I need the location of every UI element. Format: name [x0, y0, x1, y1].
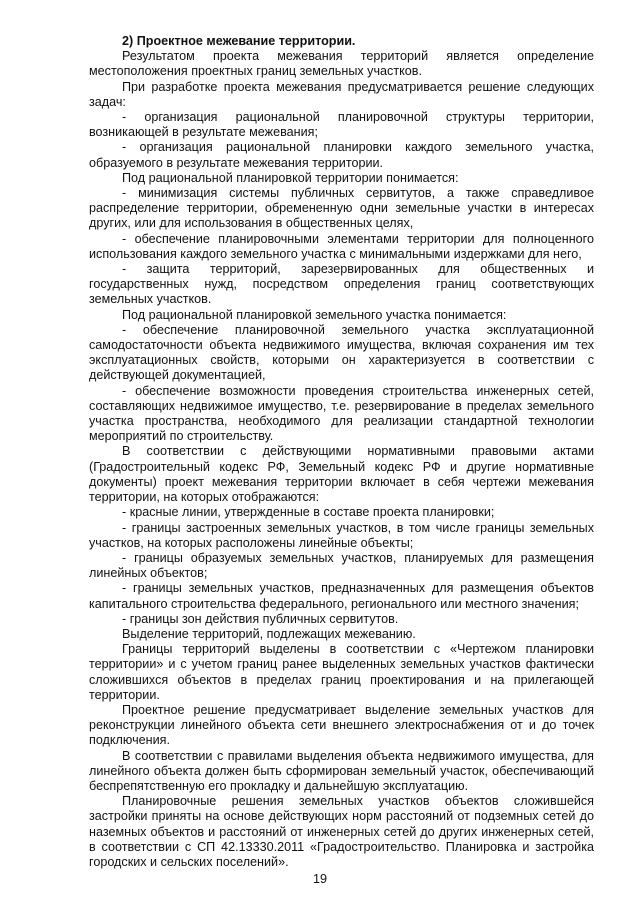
- list-item: - границы земельных участков, предназначенных для размещения объектов капитального строительства федерального, регионального или местного значения;: [89, 581, 594, 611]
- paragraph: Под рациональной планировкой территории понимается:: [122, 170, 459, 185]
- list-item: - границы зон действия публичных сервитутов.: [122, 611, 399, 626]
- paragraph: Выделение территорий, подлежащих межеванию.: [122, 626, 416, 641]
- list-item: - обеспечение возможности проведения строительства инженерных сетей, составляющих недвижимое имущество, т.е. резервирование в пределах земельного участка пространства, необходимого для реализации стандартной технологии мероприятий по строительству.: [89, 383, 594, 444]
- list-item: - обеспечение планировочными элементами территории для полноценного использования каждого земельного участка с минимальными издержками для него,: [89, 231, 594, 261]
- paragraph: Проектное решение предусматривает выделение земельных участков для реконструкции линейного объекта сети внешнего электроснабжения от и до точек подключения.: [89, 702, 594, 748]
- list-item: - организация рациональной планировочной структуры территории, возникающей в результате межевания;: [89, 110, 594, 140]
- paragraph: В соответствии с действующими нормативными правовыми актами (Градостроительный кодекс РФ, Земельный кодекс РФ и другие нормативные документы) проект межевания территории включает в себя чертежи межевания территории, на которых отображаются:: [89, 444, 594, 505]
- list-item: - защита территорий, зарезервированных для общественных и государственных нужд, посредством определения границ соответствующих земельных участков.: [89, 262, 594, 307]
- paragraph: Границы территорий выделены в соответствии с «Чертежом планировки территории» и с учетом границ ранее выделенных земельных участков фактически сложившихся объектов в пределах границ проектирования и на прилегающей территории.: [89, 642, 594, 702]
- document-page: [89, 34, 594, 870]
- paragraph: При разработке проекта межевания предусматривается решение следующих задач:: [89, 79, 594, 109]
- list-item: - границы застроенных земельных участков, в том числе границы земельных участков, на которых расположены линейные объекты;: [89, 520, 594, 550]
- paragraph: Планировочные решения земельных участков объектов сложившейся застройки приняты на основе действующих норм расстояний от подземных сетей до наземных объектов и расстояний от инженерных сетей до других инженерных сетей, в соответствии с СП 42.13330.2011 «Градостроительство. Планировка и застройка городских и сельских поселений».: [89, 794, 594, 869]
- list-item: - обеспечение планировочной земельного участка эксплуатационной самодостаточности объекта недвижимого имущества, включая сохранения им тех эксплуатационных свойств, которыми он характеризуется в соответствии с действующей документацией,: [89, 322, 594, 383]
- list-item: - организация рациональной планировки каждого земельного участка, образуемого в результате межевания территории.: [89, 140, 594, 170]
- paragraph: Под рациональной планировкой земельного участка понимается:: [122, 307, 507, 322]
- list-item: - границы образуемых земельных участков, планируемых для размещения линейных объектов;: [89, 550, 594, 581]
- list-item: - красные линии, утвержденные в составе проекта планировки;: [122, 505, 495, 520]
- paragraph: Результатом проекта межевания территорий является определение местоположения проектных границ земельных участков.: [89, 49, 594, 79]
- paragraph: В соответствии с правилами выделения объекта недвижимого имущества, для линейного объекта должен быть сформирован земельный участок, обеспечивающий беспрепятственную его прокладку и дальнейшую эксплуатацию.: [89, 748, 594, 793]
- list-item: - минимизация системы публичных сервитутов, а также справедливое распределение территории, обремененную одни земельные участки в интересах других, или для использования в общественных целях,: [89, 186, 594, 231]
- page-number: 19: [312, 872, 327, 886]
- section-heading: 2) Проектное межевание территории.: [122, 34, 356, 48]
